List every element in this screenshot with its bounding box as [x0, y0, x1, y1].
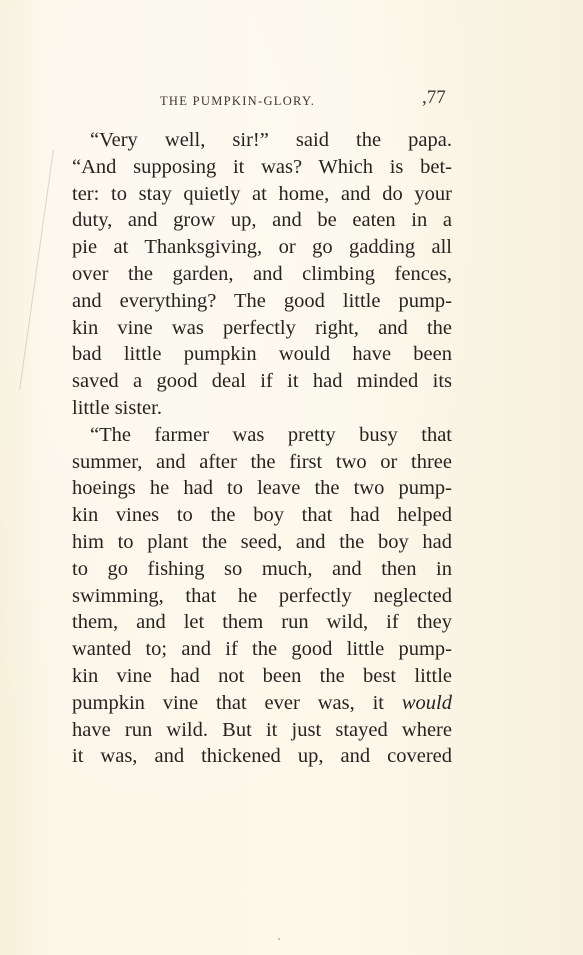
margin-stain — [19, 150, 64, 390]
text-line: swimming, that he perfectly neglected — [72, 584, 452, 607]
body-text — [72, 127, 452, 770]
text-line: “Very well, sir!” said the papa. — [90, 129, 452, 151]
text-line: kin vine had not been the best little — [72, 664, 452, 687]
text-line: “The farmer was pretty busy that — [90, 423, 452, 446]
text-line: kin vines to the boy that had helped — [72, 504, 452, 527]
text-segment: pumpkin vine that ever was, it — [72, 691, 402, 714]
text-line: pie at Thanksgiving, or go gadding all — [72, 236, 452, 259]
text-line: to go fishing so much, and then in — [72, 557, 452, 580]
text-line: kin vine was perfectly right, and the — [72, 316, 452, 339]
emphasized-word: would — [401, 691, 452, 714]
text-line: it was, and thickened up, and covered — [72, 745, 452, 768]
text-line: duty, and grow up, and be eaten in a — [72, 209, 452, 232]
text-line: wanted to; and if the good little pump- — [72, 638, 452, 661]
text-line: him to plant the seed, and the boy had — [72, 530, 452, 553]
text-line — [72, 690, 452, 717]
paper-speck — [278, 938, 280, 940]
text-line: bad little pumpkin would have been — [72, 343, 452, 366]
text-line: saved a good deal if it had minded its — [72, 370, 452, 393]
text-line: ter: to stay quietly at home, and do your — [72, 182, 452, 205]
text-line: little sister. — [72, 396, 162, 419]
page-number: ,77 — [422, 87, 446, 108]
text-line: have run wild. But it just stayed where — [72, 718, 452, 741]
running-head: THE PUMPKIN-GLORY. — [160, 94, 316, 108]
text-line: “And supposing it was? Which is bet- — [72, 155, 452, 178]
text-line: them, and let them run wild, if they — [72, 611, 452, 634]
text-line: hoeings he had to leave the two pump- — [72, 477, 452, 500]
text-line: over the garden, and climbing fences, — [72, 262, 452, 285]
text-line: and everything? The good little pump- — [72, 289, 452, 312]
text-line: summer, and after the first two or three — [72, 450, 452, 473]
